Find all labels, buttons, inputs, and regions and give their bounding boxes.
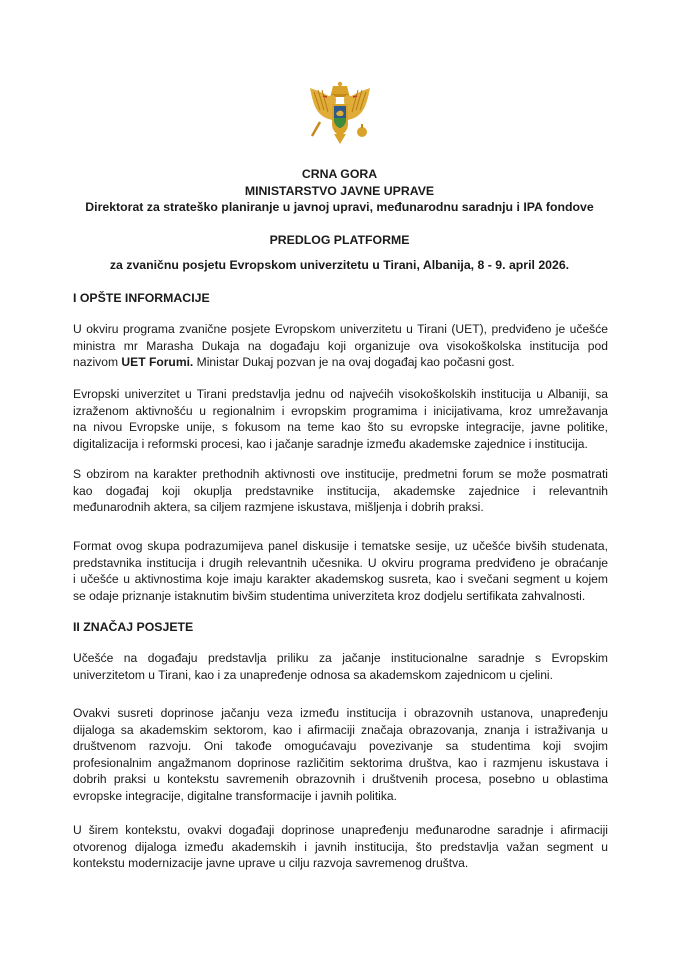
paragraph-line: Evropski univerzitet u Tirani predstavlja jednu od najvećih visokoškolskih institucija u Albaniji, sa	[73, 387, 608, 401]
header-country: CRNA GORA	[301, 167, 378, 181]
text: nazivom	[73, 355, 122, 369]
montenegro-coat-of-arms-icon	[306, 80, 374, 148]
text: Ministar Dukaj pozvan je na ovaj događaj kao počasni gost.	[193, 355, 515, 369]
event-name: UET Forumi.	[121, 355, 194, 369]
header-directorate: Direktorat za strateško planiranje u javnoj upravi, međunarodnu saradnju i IPA fondove	[85, 200, 594, 214]
paragraph-line: izraženom aktivnošću u regionalnim i evropskim programima i inicijativama, kroz umrežavanja	[73, 403, 608, 418]
paragraph	[73, 822, 608, 872]
paragraph	[73, 705, 608, 804]
section-heading-significance: II ZNAČAJ POSJETE	[73, 620, 194, 634]
document-subtitle: za zvaničnu posjetu Evropskom univerzitetu u Tirani, Albanija, 8 - 9. april 2026.	[109, 258, 570, 272]
paragraph-line: univerzitetom u Tirani, kao i za unapređenje odnosa sa akademskom zajednicom u cjelini.	[73, 667, 553, 682]
paragraph-line: otvorenog dijaloga između akademskih i javnih institucija, što predstavlja važan segment u	[73, 839, 608, 854]
paragraph-line: se odaje priznanje istaknutim bivšim studentima univerziteta kroz dodjelu sertifikata zahvalnosti.	[73, 588, 586, 603]
paragraph-line: profesionalnim angažmanom doprinose različitim sektorima društva, kao i razmjenu iskustava i	[73, 755, 608, 770]
paragraph-line: S obzirom na karakter prethodnih aktivnosti ove institucije, predmetni forum se može posmatrati	[73, 467, 608, 481]
paragraph-line: kao događaj koji okuplja predstavnike institucija, akademske zajednice i relevantnih	[73, 483, 608, 498]
paragraph-line: dobrih praksi u kontekstu savremenih obrazovnih i društvenih procesa, posebno u oblastima	[73, 772, 608, 786]
paragraph-line: međunarodnih aktera, sa ciljem razmjene iskustava, mišljenja i dobrih praksi.	[73, 500, 484, 514]
paragraph-line: Ovakvi susreti doprinose jačanju veza između institucija i obrazovnih ustanova, unapređenju	[73, 706, 608, 720]
paragraph-line: na nivou Evropske unije, s fokusom na teme kao što su evropske integracije, javne politike,	[73, 420, 608, 434]
paragraph-line: evropske integracije, digitalne transformacije i javnih politika.	[73, 788, 398, 803]
header-ministry: MINISTARSTVO JAVNE UPRAVE	[244, 184, 435, 198]
paragraph	[73, 386, 608, 452]
paragraph-line: i učešće u aktivnostima koje imaju karakter akademskog susreta, kao i svečani segment u kojem	[73, 572, 608, 586]
paragraph-line: predstavnika institucija i drugih relevantnih učesnika. U okviru programa predviđeno je obraćanje	[73, 555, 608, 570]
paragraph	[73, 321, 608, 371]
paragraph-line: ministra mr Marasha Dukaja na događaju koji organizuje ova visokoškolska institucija pod	[73, 338, 608, 353]
paragraph-line: društvenom razvoju. Oni takođe omogućavaju povezivanje sa studentima koji svojim	[73, 739, 608, 753]
paragraph-line	[73, 354, 608, 371]
paragraph-line: U okviru programa zvanične posjete Evropskom univerzitetu u Tirani (UET), predviđeno je učešće	[73, 322, 608, 336]
paragraph	[73, 650, 608, 683]
paragraph	[73, 466, 608, 516]
section-heading-general-info: I OPŠTE INFORMACIJE	[73, 291, 210, 305]
paragraph-line: dijaloga sa akademskim sektorom, kao i afirmaciji značaja obrazovanja, znanja i istraživanja u	[73, 722, 608, 737]
document-title: PREDLOG PLATFORME	[269, 233, 410, 247]
paragraph-line: Format ovog skupa podrazumijeva panel diskusije i tematske sesije, uz učešće bivših studenata,	[73, 539, 608, 553]
paragraph-line: digitalizacija i reformski procesi, kao i jačanje saradnje između akademske zajednice i institucija.	[73, 436, 588, 451]
paragraph	[73, 538, 608, 604]
paragraph-line: Učešće na događaju predstavlja priliku za jačanje institucionalne saradnje s Evropskim	[73, 651, 608, 665]
paragraph-line: kontekstu modernizacije javne uprave u cilju razvoja savremenog društva.	[73, 856, 469, 870]
paragraph-line: U širem kontekstu, ovakvi događaji doprinose unapređenju međunarodne saradnje i afirmaciji	[73, 823, 608, 837]
